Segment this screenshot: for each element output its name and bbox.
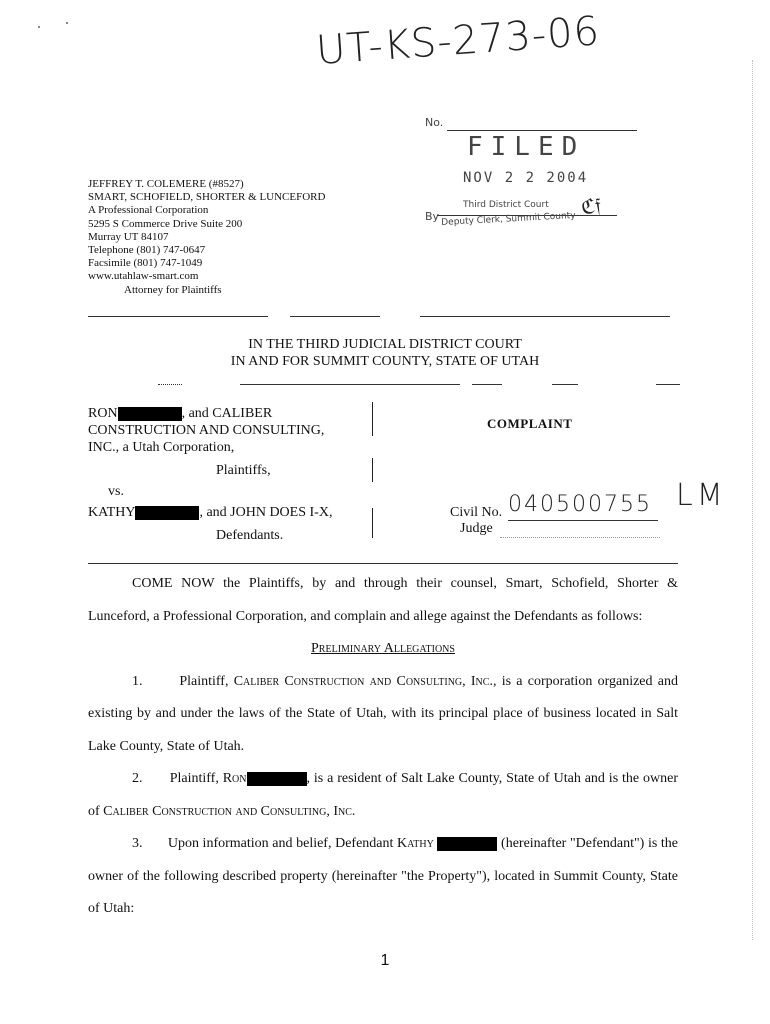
caption-rule — [240, 384, 460, 385]
filing-court: Third District Court — [463, 200, 549, 210]
clerk-initials-mark: ℭ𝔣 — [579, 192, 603, 220]
scan-speck — [66, 22, 68, 24]
civil-number-handwritten: 040500755 — [508, 492, 652, 517]
plaintiff-first-name: RON — [88, 406, 118, 421]
filing-by-label: By — [425, 210, 440, 223]
filed-word: FILED — [467, 132, 586, 162]
company-name: Caliber Construction and Consulting, Inc. — [233, 673, 493, 689]
header-rule — [290, 316, 380, 317]
redaction-bar — [247, 772, 307, 786]
header-rule — [420, 316, 670, 317]
paragraph-number: 2. — [132, 771, 143, 786]
para3-text-a: Upon information and belief, Defendant — [167, 836, 398, 851]
paragraph-number: 3. — [132, 836, 143, 851]
redaction-bar — [437, 837, 497, 851]
caption-rule — [552, 384, 578, 385]
company-name: Caliber Construction and Consulting, Inc. — [103, 803, 356, 819]
plaintiff-line3: INC., a Utah Corporation, — [88, 440, 235, 455]
caption-rule — [472, 384, 502, 385]
para1-text-b: , is a corporation organized and existing by and under the laws of the State of Utah, with its principal place of business located in Salt Lake County, State of Utah. — [88, 673, 678, 754]
caption-rule — [656, 384, 680, 385]
attorney-line: SMART, SCHOFIELD, SHORTER & LUNCEFORD — [88, 191, 326, 204]
judge-label: Judge — [460, 521, 493, 536]
paragraph-number: 1. — [132, 673, 143, 689]
caption-bottom-rule — [88, 563, 678, 564]
para2-text-b: , is a resident of Salt Lake County, State of Utah and is the owner of — [88, 771, 678, 819]
attorney-block — [88, 178, 325, 297]
attorney-line: A Professional Corporation — [88, 204, 209, 217]
filing-no-line — [447, 130, 637, 131]
case-caption-parties — [88, 405, 378, 544]
attorney-line: www.utahlaw-smart.com — [88, 270, 199, 283]
filing-no-label: No. — [425, 116, 444, 129]
filing-clerk: Deputy Clerk, Summit County — [441, 210, 576, 228]
redaction-bar — [135, 506, 199, 520]
defendant-first-name: KATHY — [88, 505, 136, 520]
paragraph-3 — [88, 828, 678, 926]
page-number: 1 — [380, 952, 390, 969]
plaintiff-name-rest: , and CALIBER — [181, 406, 273, 421]
caption-divider — [372, 458, 373, 482]
scan-speck — [38, 26, 40, 28]
caption-divider — [372, 402, 373, 436]
civil-no-label: Civil No. — [450, 505, 503, 520]
caption-rule — [158, 384, 182, 385]
complaint-body — [88, 568, 678, 926]
defendants-label: Defendants. — [216, 528, 284, 543]
section-heading-text: Preliminary Allegations — [311, 641, 455, 656]
attorney-line: Facsimile (801) 747-1049 — [88, 257, 203, 270]
filed-date: NOV 2 2 2004 — [463, 170, 589, 186]
attorney-line: Murray UT 84107 — [88, 230, 169, 243]
para3-text-b: (hereinafter "Defendant") is the owner of the following described property (hereinafter "the Property"), located in Summit County, State of Utah: — [88, 836, 679, 916]
plaintiff-line2: CONSTRUCTION AND CONSULTING, — [88, 423, 325, 438]
attorney-role: Attorney for Plaintiffs — [124, 283, 222, 296]
civil-no-line — [508, 520, 658, 521]
court-name: IN THE THIRD JUDICIAL DISTRICT COURT — [248, 337, 522, 352]
para2-text-a: Plaintiff, — [169, 771, 223, 786]
paragraph-2 — [88, 763, 678, 828]
attorney-line: 5295 S Commerce Drive Suite 200 — [88, 217, 243, 230]
redaction-bar — [118, 407, 182, 421]
versus: vs. — [108, 484, 124, 499]
intro-paragraph: COME NOW the Plaintiffs, by and through their counsel, Smart, Schofield, Shorter & Lunceford, a Professional Corporation, and complain and allege against the Defendants as follows: — [88, 576, 678, 624]
filing-stamp — [423, 114, 643, 228]
caption-divider — [372, 508, 373, 538]
attorney-line: Telephone (801) 747-0647 — [88, 244, 206, 257]
attorney-line: JEFFREY T. COLEMERE (#8527) — [88, 178, 244, 190]
plaintiff-name: Ron — [222, 771, 247, 786]
judge-line — [500, 537, 660, 538]
plaintiffs-label: Plaintiffs, — [216, 463, 271, 478]
document-title: COMPLAINT — [487, 416, 573, 431]
defendant-name-rest: , and JOHN DOES I-X, — [199, 505, 333, 520]
judge-initials-handwritten: LM — [676, 478, 727, 513]
section-heading — [88, 633, 678, 666]
handwritten-case-number: UT-KS-273-06 — [314, 8, 602, 74]
court-county: IN AND FOR SUMMIT COUNTY, STATE OF UTAH — [230, 354, 540, 369]
para1-text-a: Plaintiff, — [179, 673, 234, 689]
header-rule — [88, 316, 268, 317]
defendant-name: Kathy — [397, 836, 434, 851]
paragraph-1 — [88, 666, 678, 764]
scan-edge — [752, 60, 754, 940]
